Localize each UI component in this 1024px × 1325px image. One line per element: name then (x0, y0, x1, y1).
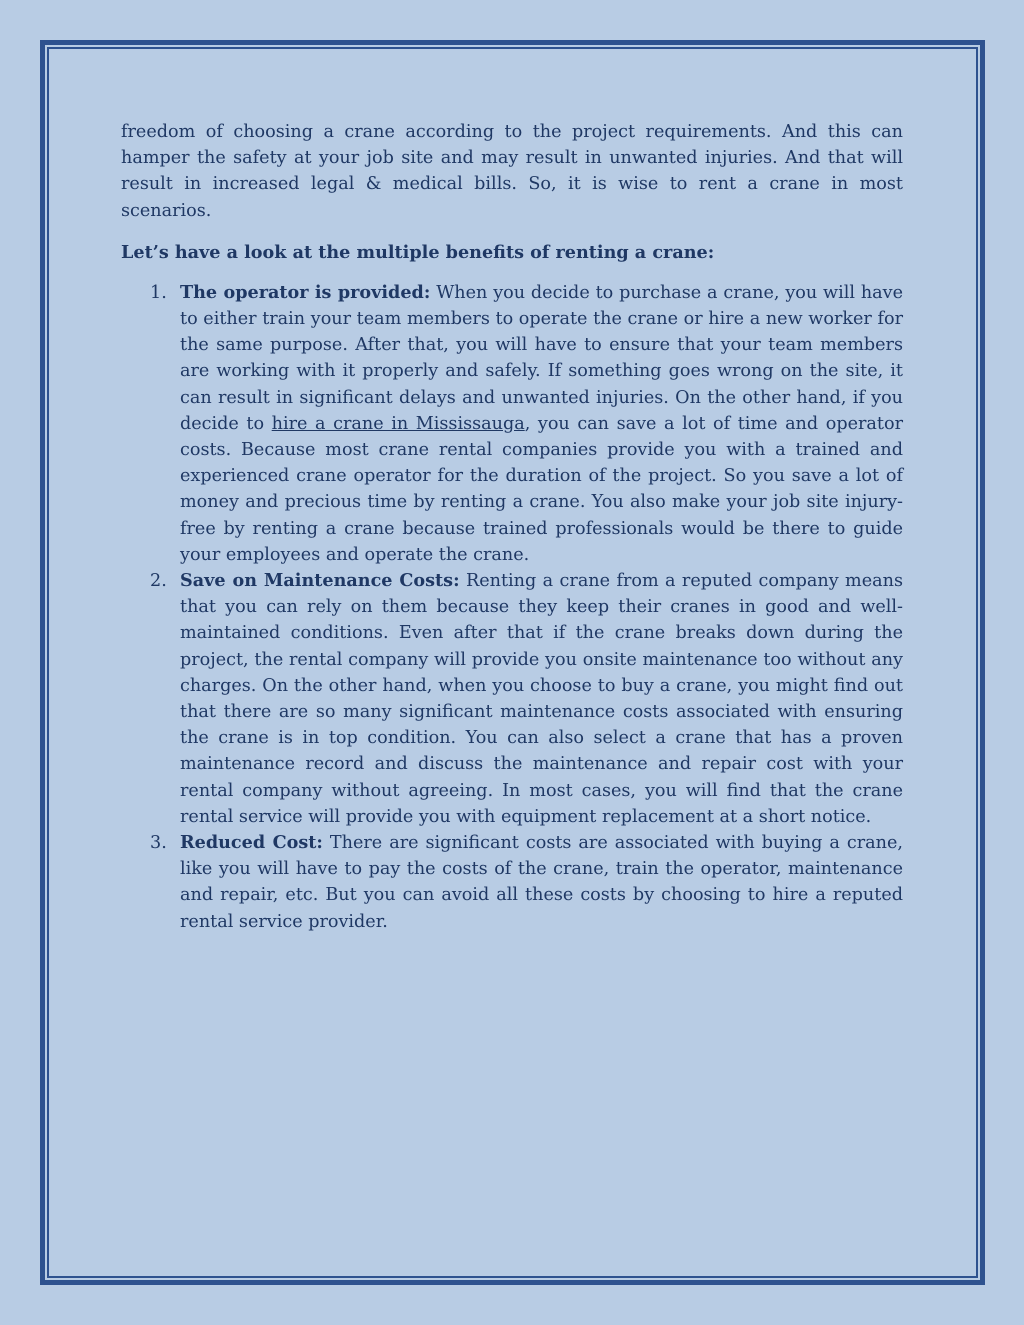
benefit-text: When you decide to purchase a crane, you will have to either train your team members to operate the crane or hire a new worker for the same purpose. After that, you will have to ensure that your team members are working with it properly and safely. If something goes wrong on the site, it can result in significant delays and unwanted injuries. On the other hand, if you decide to (180, 282, 904, 434)
hire-crane-link[interactable]: hire a crane in Mississauga (271, 413, 525, 434)
list-number: 2. (150, 571, 167, 592)
benefit-item-cost (121, 830, 903, 935)
list-number: 1. (150, 282, 167, 303)
benefit-title: Save on Maintenance Costs: (180, 570, 460, 592)
benefit-title: Reduced Cost: (180, 832, 323, 854)
benefit-item-operator (121, 280, 903, 568)
benefit-title: The operator is provided: (180, 281, 431, 303)
benefit-text: There are significant costs are associated with buying a crane, like you will have to pay the costs of the crane, train the operator, maintenance and repair, etc. But you can avoid all these costs by choosing to hire a reputed rental service provider. (180, 833, 903, 932)
document-body (121, 119, 903, 935)
intro-paragraph: freedom of choosing a crane according to the project requirements. And this can hamper the safety at your job site and may result in unwanted injuries. And that will result in increased legal & medical bills. So, it is wise to rent a crane in most scenarios. (121, 122, 903, 221)
benefits-list (121, 280, 903, 935)
benefit-text-continued: , you can save a lot of time and operator costs. Because most crane rental companies provide you with a trained and experienced crane operator for the duration of the project. So you save a lot of money and precious time by renting a crane. You also make your job site injury-free by renting a crane because trained professionals would be there to guide your employees and operate the crane. (180, 413, 903, 565)
benefit-text: Renting a crane from a reputed company means that you can rely on them because they keep their cranes in good and well-maintained conditions. Even after that if the crane breaks down during the project, the rental company will provide you onsite maintenance too without any charges. On the other hand, when you choose to buy a crane, you might find out that there are so many significant maintenance costs associated with ensuring the crane is in top condition. You can also select a crane that has a proven maintenance record and discuss the maintenance and repair cost with your rental company without agreeing. In most cases, you will find that the crane rental service will provide you with equipment replacement at a short notice. (180, 571, 903, 827)
benefits-heading: Let’s have a look at the multiple benefits of renting a crane: (121, 241, 715, 263)
benefit-item-maintenance (121, 568, 903, 830)
list-number: 3. (150, 833, 167, 854)
